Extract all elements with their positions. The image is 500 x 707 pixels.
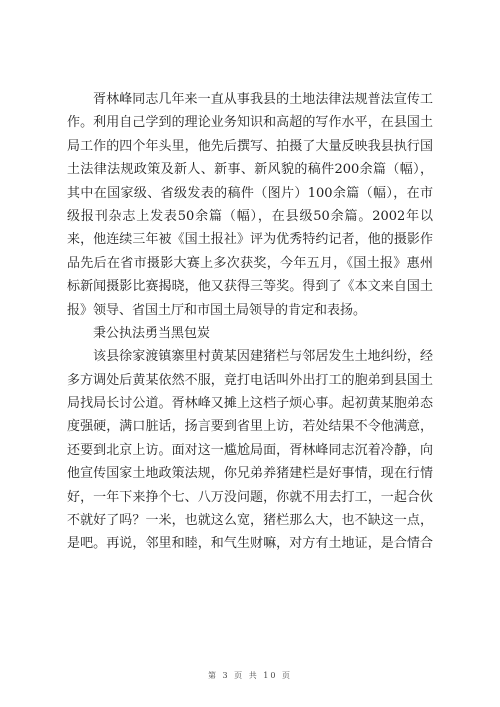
paragraph-1-line-9: 标新闻摄影比赛揭晓，他又获得三等奖。得到了《本文来自国土 [67, 279, 433, 295]
document-body [67, 88, 433, 556]
paragraph-1-line-1: 胥林峰同志几年来一直从事我县的土地法律法规普法宣传工 [93, 92, 433, 107]
section-heading: 秉公执法勇当黑包炭 [93, 325, 211, 341]
paragraph-2-line-3: 局找局长讨公道。胥林峰又摊上这档子烦心事。起初黄某胞弟态 [67, 396, 433, 412]
paragraph-2-line-9: 是吧。再说，邻里和睦，和气生财嘛，对方有土地证，是合情合 [67, 536, 433, 552]
paragraph-1-line-3: 局工作的四个年头里，他先后撰写、拍摄了大量反映我县执行国 [67, 138, 433, 154]
paragraph-1-line-5: 其中在国家级、省级发表的稿件（图片）100余篇（幅），在市 [67, 185, 433, 201]
paragraph-1-line-8: 品先后在省市摄影大赛上多次获奖，今年五月，《国土报》惠州 [67, 255, 433, 271]
paragraph-2-line-4: 度强硬，满口脏话，扬言要到省里上访，若处结果不令他满意， [67, 419, 433, 435]
paragraph-2-line-8: 不就好了吗？一米，也就这么宽，猪栏那么大，也不缺这一点， [67, 513, 433, 529]
page-number-footer: 第 3 页 共 10 页 [208, 671, 292, 680]
paragraph-1-line-10: 报》领导、省国土厅和市国土局领导的肯定和表扬。 [67, 302, 367, 318]
paragraph-2-line-1: 该县徐家渡镇寨里村黄某因建猪栏与邻居发生土地纠纷，经 [93, 349, 433, 365]
paragraph-2-line-2: 多方调处后黄某依然不服，竟打电话叫外出打工的胞弟到县国土 [67, 372, 433, 388]
paragraph-1-line-4: 土法律法规政策及新人、新事、新风貌的稿件200余篇（幅）， [67, 162, 433, 178]
paragraph-2-line-6: 他宣传国家土地政策法规，你兄弟养猪建栏是好事情，现在行情 [67, 466, 433, 482]
paragraph-1-line-7: 来，他连续三年被《国土报社》评为优秀特约记者，他的摄影作 [67, 232, 433, 248]
paragraph-2-line-5: 还要到北京上访。面对这一尴尬局面，胥林峰同志沉着冷静，向 [67, 442, 433, 458]
paragraph-1-line-2: 作。利用自己学到的理论业务知识和高超的写作水平，在县国土 [67, 115, 433, 131]
paragraph-2-line-7: 好，一年下来挣个七、八万没问题，你就不用去打工，一起合伙 [67, 489, 433, 505]
paragraph-1-line-6: 级报刊杂志上发表50余篇（幅），在县级50余篇。2002年以 [67, 208, 433, 224]
